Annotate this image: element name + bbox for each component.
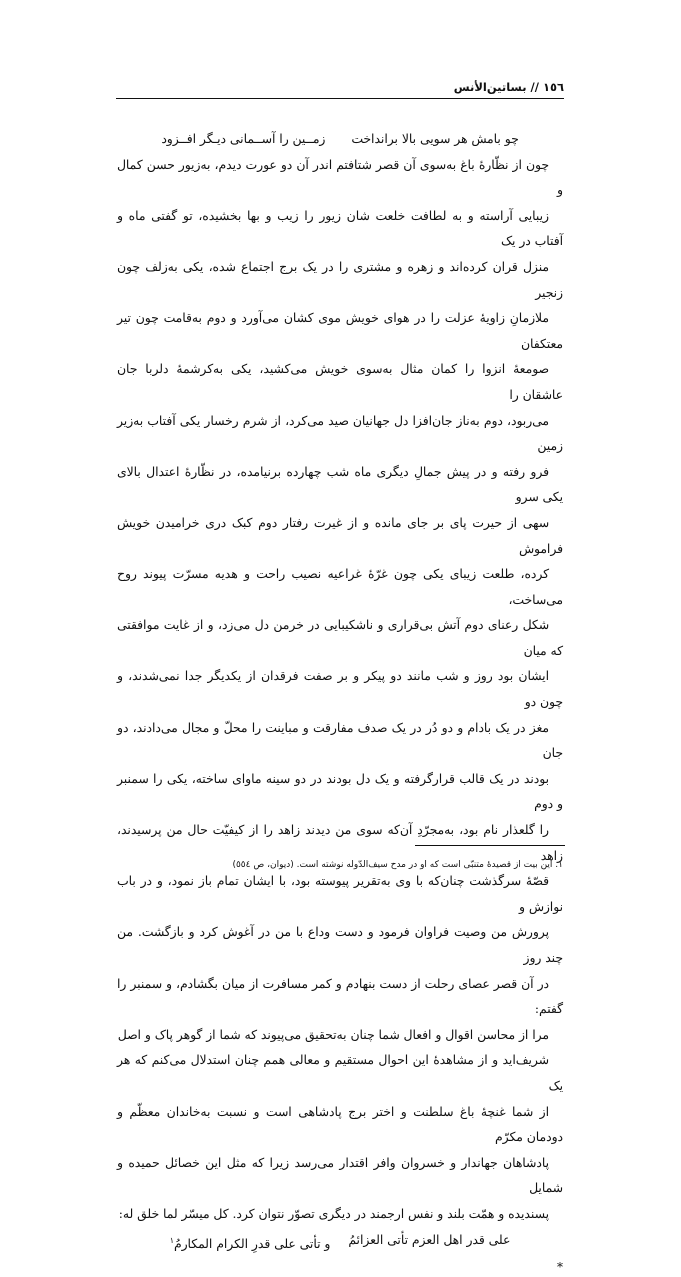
section-separator: * bbox=[557, 1260, 563, 1275]
text-line: پادشاهان جهاندار و خسروان وافر اقتدار می‌رسد زیرا که مثل این خصائل حمیده و شمایل bbox=[117, 1155, 563, 1196]
text-line: ملازمانِ زاویهٔ عزلت را در هوای خویش موی کشان می‌آورد و دوم به‌قامت چون تیر معتکفان bbox=[117, 311, 563, 351]
verse-hemistich-2: زمــین را آســمانی دیـگر افــزود bbox=[161, 132, 326, 146]
text-line: پرورش من وصیت فراوان فرمود و دست وداع با من در آغوش کرد و بازگشت. من چند روز bbox=[117, 925, 563, 965]
text-line: ایشان بود روز و شب مانند دو پیکر و بر صفت فرقدان از یکدیگر جدا نمی‌شدند، و چون دو bbox=[117, 669, 563, 710]
text-line: منزل قران کرده‌اند و زهره و مشتری را در یک برج اجتماع شده، یکی به‌زلف چون زنجیر bbox=[117, 259, 563, 300]
text-line: را گلعذار نام بود، به‌مجرّدِ آن‌که سوی من دیدند زاهد را از کیفیّت حال من پرسیدند، زاهد bbox=[117, 823, 563, 863]
main-text bbox=[117, 127, 563, 1277]
footnote-marker: ١ bbox=[169, 1235, 174, 1245]
text-line: در آن قصر عصای رحلت از دست بنهادم و کمر مسافرت از میان بگشادم، و سمنبر را گفتم: bbox=[117, 976, 563, 1017]
text-line: فرو رفته و در پیش جمالِ دیگری ماه شب چهارده برنیامده، در نظّارهٔ اعتدال بالای یکی سرو bbox=[117, 464, 563, 505]
text-line: کرده، طلعت زیبای یکی چون غرّهٔ غراعیه نصیب راحت و هدیه مسرّت پیوند روح می‌ساخت، bbox=[117, 567, 563, 607]
text-line: پسندیده و همّت بلند و نفس ارجمند در دیگری تصوّر نتوان کرد. کل میسّر لما خلق له: bbox=[118, 1206, 549, 1221]
verse-hemistich-1: چو بامش هر سویی بالا برانداخت bbox=[351, 132, 519, 146]
footnote-divider bbox=[415, 845, 565, 846]
text-line: شکل رعنای دوم آتش بی‌قراری و ناشکیبایی در خرمن دل می‌زد، و از غایت موافقتی که میان bbox=[117, 618, 563, 658]
text-line: از شما غنچهٔ باغ سلطنت و اختر برج پادشاهی است و نسبت به‌خاندان معظّم و دودمان مکرّم bbox=[117, 1104, 563, 1145]
text-line: می‌ربود، دوم به‌ناز جان‌افزا دل جهانیان صید می‌کرد، از شرم رخسار یکی آفتاب به‌زیر زمین bbox=[117, 413, 563, 454]
prose-paragraph bbox=[117, 153, 563, 1228]
page-number-and-title: ١٥٦ // بساتين‌الأنس bbox=[453, 80, 564, 94]
text-line: چون از نظّارهٔ باغ به‌سوی آن قصر شتافتم اندر آن دو عورت دیدم، به‌زیور حسن کمال و bbox=[117, 157, 563, 198]
footnote: ١. این بیت از قصیدهٔ متنبّی است که او در مدح سیف‌الدّوله نوشته است. (دیوان، ص ٥٥٤) bbox=[232, 860, 563, 870]
text-line: صومعهٔ انزوا را کمان مثال به‌سوی خویش می‌کشید، یکی به‌کرشمهٔ دلربا جان عاشقان را bbox=[117, 362, 563, 402]
text-line: قصّهٔ سرگذشت چنان‌که با وی به‌تقریر پیوسته بود، با ایشان تمام باز نمود، و در باب نوازش و bbox=[117, 874, 563, 914]
verse-hemistich-1: علی قدر اهل العزم تأتی العزائمُ bbox=[348, 1232, 511, 1247]
text-line: زیبایی آراسته و به لطافت خلعت شان زیور را زیب و بها بخشیده، تو گفتی ماه و آفتاب در یک bbox=[117, 208, 563, 249]
text-line: مرا از محاسن اقوال و افعال شما چنان به‌تحقیق می‌پیوند که شما از گوهر پاک و اصل bbox=[117, 1027, 549, 1042]
running-header bbox=[116, 80, 564, 99]
opening-verse bbox=[117, 127, 563, 153]
closing-verse bbox=[117, 1228, 563, 1258]
text-line: مغز در یک بادام و دو دُر در یک صدف مفارقت و مباینت را محلّ و مجال می‌دادند، دو جان bbox=[117, 720, 563, 761]
text-line: شریف‌اید و از مشاهدهٔ این احوال مستقیم و معالی همم چنان استدلال می‌کنم که هر یک bbox=[117, 1053, 563, 1093]
text-line: بودند در یک قالب قرارگرفته و یک دل بودند در دو سینه ماوای ساخته، یکی را سمنبر و دوم bbox=[117, 771, 563, 812]
verse-hemistich-2: و تأتی علی قدرِ الکرام المکارمُ$^١$ bbox=[169, 1235, 331, 1251]
text-line: سهی از حیرت پای بر جای مانده و از غیرت رفتار دوم کبک دری خرامیدن خویش فراموش bbox=[117, 515, 563, 556]
